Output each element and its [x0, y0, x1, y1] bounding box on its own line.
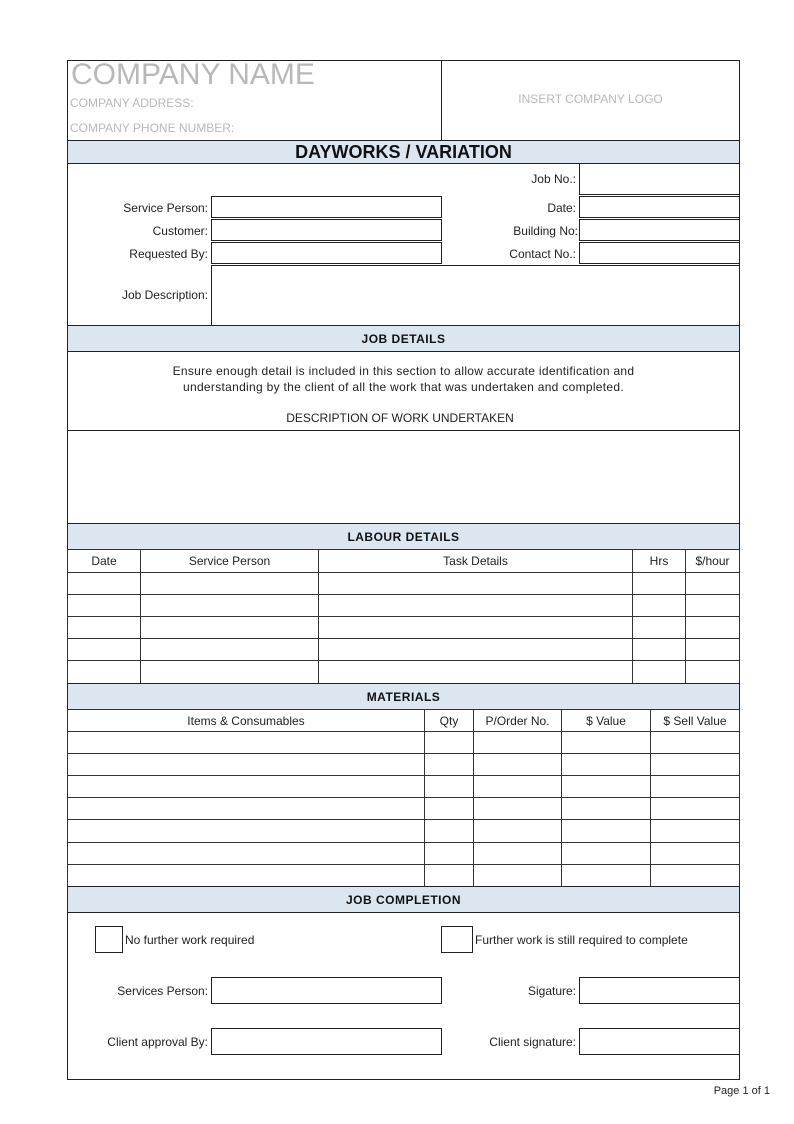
job-details-heading: JOB DETAILS — [67, 325, 740, 352]
labour-table-cell[interactable] — [685, 594, 740, 617]
labour-column-header: Hrs — [632, 549, 686, 573]
further-work-checkbox[interactable] — [441, 926, 473, 953]
labour-table-cell[interactable] — [685, 616, 740, 639]
materials-column-header: P/Order No. — [473, 709, 562, 732]
client-signature-field[interactable] — [579, 1028, 740, 1055]
materials-table-cell[interactable] — [67, 775, 425, 798]
materials-table-cell[interactable] — [473, 819, 562, 843]
materials-heading: MATERIALS — [67, 683, 740, 710]
materials-table-cell[interactable] — [650, 842, 740, 865]
instruction-line-2: understanding by the client of all the work that was undertaken and completed. — [183, 380, 624, 394]
form-title: DAYWORKS / VARIATION — [67, 140, 740, 164]
labour-table-cell[interactable] — [67, 594, 141, 617]
materials-table-cell[interactable] — [424, 731, 474, 754]
materials-table-cell[interactable] — [650, 864, 740, 888]
materials-column-header: $ Sell Value — [650, 709, 740, 732]
company-address: COMPANY ADDRESS: — [70, 96, 194, 110]
labour-table-cell[interactable] — [318, 638, 633, 661]
materials-table-cell[interactable] — [561, 753, 651, 776]
labour-table-cell[interactable] — [632, 660, 686, 684]
materials-table-cell[interactable] — [650, 731, 740, 754]
materials-table-cell[interactable] — [473, 797, 562, 820]
labour-table-cell[interactable] — [685, 660, 740, 684]
materials-table-cell[interactable] — [650, 753, 740, 776]
materials-table-cell[interactable] — [561, 797, 651, 820]
requested-by-label: Requested By: — [129, 247, 208, 261]
labour-column-header: Service Person — [140, 549, 319, 573]
labour-column-header: $/hour — [685, 549, 740, 573]
labour-table-cell[interactable] — [632, 594, 686, 617]
materials-table-cell[interactable] — [561, 842, 651, 865]
labour-table-cell[interactable] — [140, 616, 319, 639]
labour-table-cell[interactable] — [140, 638, 319, 661]
materials-table-cell[interactable] — [561, 819, 651, 843]
materials-table-cell[interactable] — [424, 753, 474, 776]
services-person-label: Services Person: — [117, 984, 208, 998]
job-no-label: Job No.: — [531, 172, 576, 186]
labour-details-heading: LABOUR DETAILS — [67, 523, 740, 550]
materials-table-cell[interactable] — [424, 864, 474, 888]
no-further-work-checkbox[interactable] — [95, 926, 123, 953]
labour-table-cell[interactable] — [318, 660, 633, 684]
labour-column-header: Task Details — [318, 549, 633, 573]
materials-table-cell[interactable] — [67, 731, 425, 754]
contact-no-label: Contact No.: — [509, 247, 576, 261]
labour-table-cell[interactable] — [318, 572, 633, 595]
work-description-area[interactable] — [67, 430, 740, 524]
labour-table-cell[interactable] — [140, 594, 319, 617]
materials-table-cell[interactable] — [473, 753, 562, 776]
materials-table-cell[interactable] — [67, 797, 425, 820]
date-label: Date: — [547, 201, 576, 215]
materials-table-cell[interactable] — [473, 731, 562, 754]
materials-table-cell[interactable] — [473, 842, 562, 865]
job-no-field[interactable] — [579, 163, 740, 195]
materials-table-cell[interactable] — [424, 775, 474, 798]
materials-column-header: Qty — [424, 709, 474, 732]
materials-table-cell[interactable] — [424, 819, 474, 843]
page-number: Page 1 of 1 — [713, 1085, 770, 1097]
labour-table-cell[interactable] — [67, 616, 141, 639]
labour-table-cell[interactable] — [67, 660, 141, 684]
materials-table-cell[interactable] — [561, 731, 651, 754]
materials-table-cell[interactable] — [67, 842, 425, 865]
job-completion-heading: JOB COMPLETION — [67, 886, 740, 913]
client-approval-label: Client approval By: — [107, 1035, 208, 1049]
labour-table-cell[interactable] — [685, 638, 740, 661]
materials-table-cell[interactable] — [561, 864, 651, 888]
client-signature-label: Client signature: — [489, 1035, 576, 1049]
date-field[interactable] — [579, 196, 740, 218]
customer-label: Customer: — [152, 224, 208, 238]
work-description-heading: DESCRIPTION OF WORK UNDERTAKEN — [286, 411, 514, 425]
job-description-field[interactable] — [211, 265, 740, 326]
labour-table-cell[interactable] — [67, 572, 141, 595]
materials-table-cell[interactable] — [473, 775, 562, 798]
materials-table-cell[interactable] — [67, 819, 425, 843]
job-description-label: Job Description: — [121, 288, 208, 302]
contact-no-field[interactable] — [579, 242, 740, 264]
instruction-line-1: Ensure enough detail is included in this section to allow accurate identification and — [172, 364, 635, 378]
materials-table-cell[interactable] — [650, 819, 740, 843]
materials-column-header: Items & Consumables — [67, 709, 425, 732]
materials-table-cell[interactable] — [650, 775, 740, 798]
materials-column-header: $ Value — [561, 709, 651, 732]
labour-table-cell[interactable] — [632, 638, 686, 661]
labour-table-cell[interactable] — [632, 616, 686, 639]
labour-column-header: Date — [67, 549, 141, 573]
materials-table-cell[interactable] — [650, 797, 740, 820]
materials-table-cell[interactable] — [473, 864, 562, 888]
labour-table-cell[interactable] — [67, 638, 141, 661]
materials-table-cell[interactable] — [561, 775, 651, 798]
no-further-work-label: No further work required — [125, 933, 255, 947]
building-no-label: Building No: — [513, 224, 578, 238]
labour-table-cell[interactable] — [685, 572, 740, 595]
building-no-field[interactable] — [579, 219, 740, 241]
labour-table-cell[interactable] — [140, 660, 319, 684]
materials-table-cell[interactable] — [67, 864, 425, 888]
labour-table-cell[interactable] — [318, 594, 633, 617]
materials-table-cell[interactable] — [424, 842, 474, 865]
company-phone: COMPANY PHONE NUMBER: — [70, 121, 235, 135]
signature-field[interactable] — [579, 977, 740, 1004]
service-person-label: Service Person: — [123, 201, 208, 215]
company-name: COMPANY NAME — [71, 58, 315, 91]
labour-table-cell[interactable] — [318, 616, 633, 639]
labour-table-cell[interactable] — [140, 572, 319, 595]
signature-label: Sigature: — [527, 984, 576, 998]
labour-table-cell[interactable] — [632, 572, 686, 595]
further-work-label: Further work is still required to complete — [475, 933, 688, 947]
logo-placeholder: INSERT COMPANY LOGO — [518, 92, 663, 106]
materials-table-cell[interactable] — [67, 753, 425, 776]
materials-table-cell[interactable] — [424, 797, 474, 820]
